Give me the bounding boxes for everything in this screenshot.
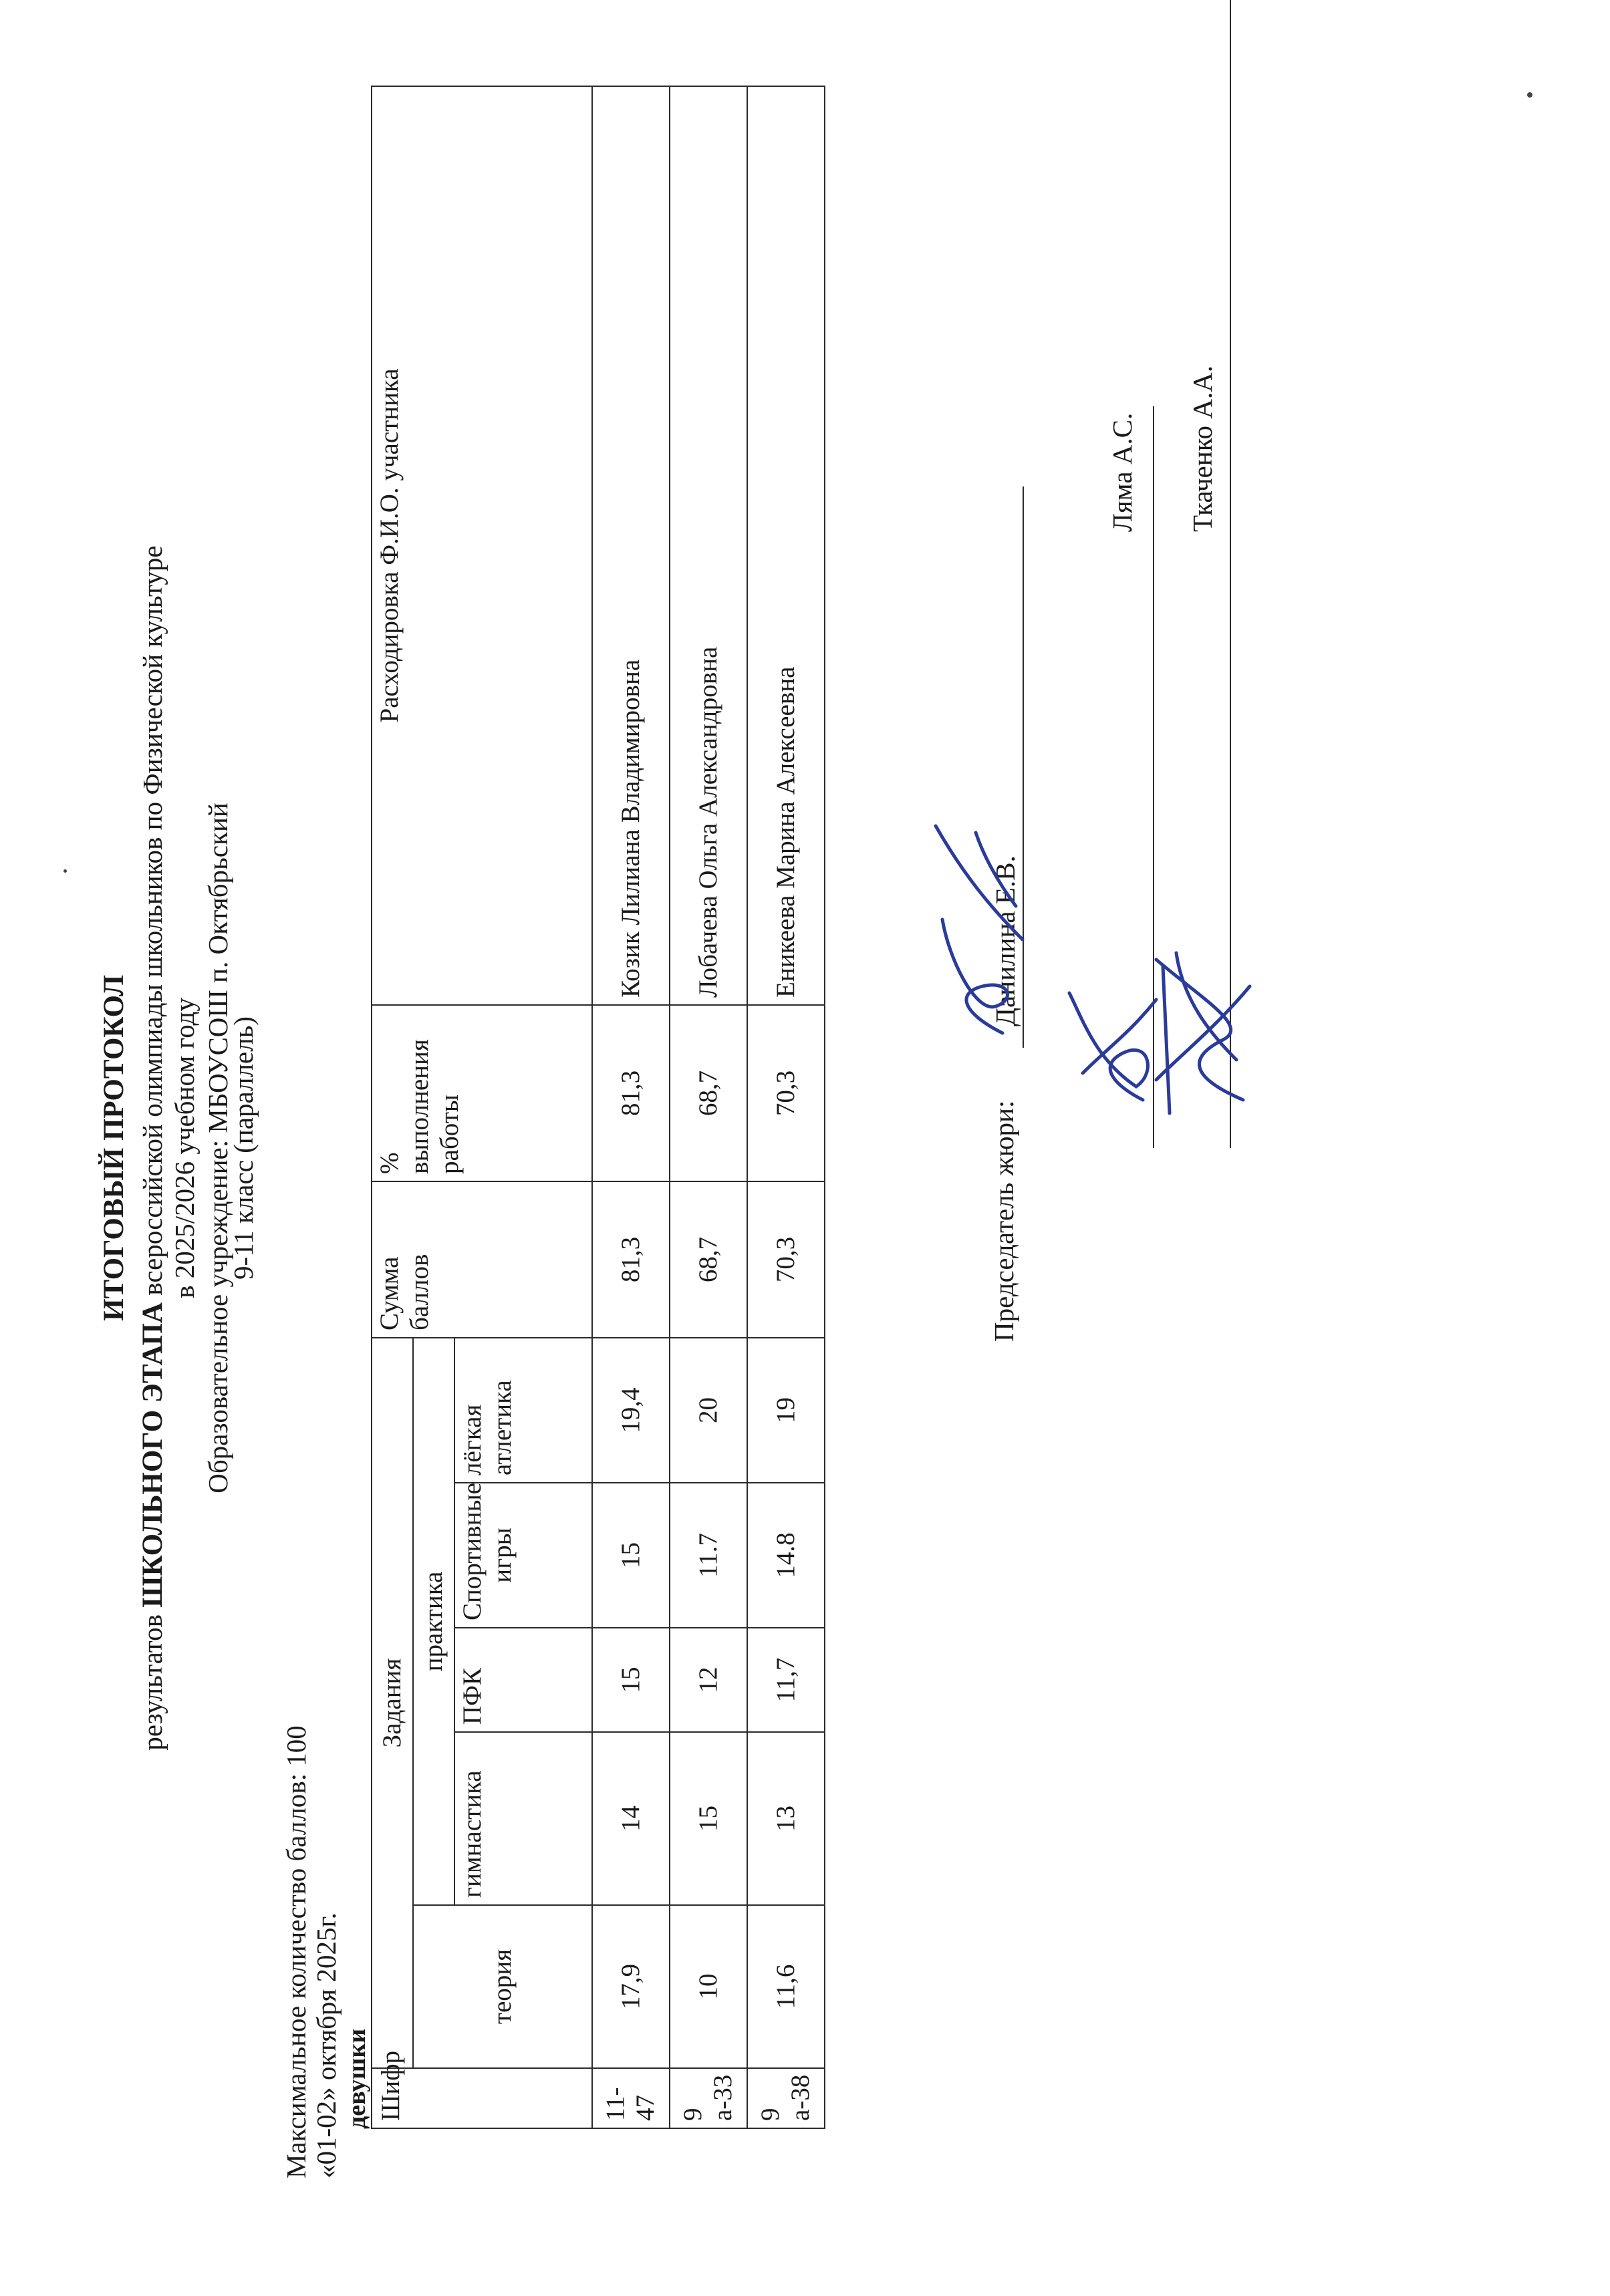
table-row: [670, 86, 747, 2128]
cell-sport-games: 14.8: [747, 1483, 825, 1628]
table-row: [592, 86, 670, 2128]
school-line: Образовательное учреждение: МБОУСОШ п. Октябрьский: [203, 803, 233, 1493]
col-tasks-header: Задания: [372, 1338, 413, 2068]
cell-total: 68,7: [670, 1181, 747, 1338]
olympiad-dates: «01-02» октября 2025г.: [311, 1912, 342, 2178]
jury-member-3: Ткаченко А.А.: [1187, 366, 1218, 532]
cell-athletics: 19,4: [592, 1338, 670, 1483]
cell-pfk: 11,7: [747, 1628, 825, 1732]
cell-percent: 68,7: [670, 1005, 747, 1181]
cell-gymnastics: 15: [670, 1732, 747, 1905]
cell-total: 70,3: [747, 1181, 825, 1338]
cell-cipher: 11-47: [592, 2068, 670, 2128]
col-athletics-header: лёгкая атлетика: [454, 1338, 592, 1483]
col-theory-header: теория: [413, 1905, 592, 2068]
header-row-1: [372, 86, 413, 2128]
scan-speck: [63, 869, 67, 873]
cell-sport-games: 11.7: [670, 1483, 747, 1628]
cell-name: Еникеева Марина Алексеевна: [747, 86, 825, 1005]
col-total-header: Сумма баллов: [372, 1181, 592, 1338]
protocol-title: ИТОГОВЫЙ ПРОТОКОЛ: [98, 975, 130, 1321]
cell-gymnastics: 14: [592, 1732, 670, 1905]
cell-sport-games: 15: [592, 1483, 670, 1628]
col-gymnastics-header: гимнастика: [454, 1732, 592, 1905]
grade-line: 9-11 класс (параллель): [228, 1016, 259, 1280]
signature-3-icon: [1143, 946, 1256, 1120]
cell-percent: 81,3: [592, 1005, 670, 1181]
col-percent-header: % выполнения работы: [372, 1005, 592, 1181]
year-line: в 2025/2026 учебном году: [169, 998, 200, 1298]
cell-athletics: 20: [670, 1338, 747, 1483]
max-points: Максимальное количество баллов: 100: [281, 1725, 311, 2178]
group-label: девушки: [343, 2028, 371, 2129]
cell-theory: 11,6: [747, 1905, 825, 2068]
col-pfk-header: ПФК: [454, 1628, 592, 1732]
col-sport-games-header: Спортивные игры: [454, 1483, 592, 1628]
cell-total: 81,3: [592, 1181, 670, 1338]
cell-gymnastics: 13: [747, 1732, 825, 1905]
protocol-subtitle: [136, 0, 169, 2296]
cell-cipher: 9 а-38: [747, 2068, 825, 2128]
cell-athletics: 19: [747, 1338, 825, 1483]
scan-speck: [1527, 92, 1532, 98]
subtitle-rest: всероссийской олимпиады школьников по Физической культуре: [137, 545, 168, 1296]
col-cipher-header: Шифр: [372, 2068, 592, 2128]
cell-theory: 10: [670, 1905, 747, 2068]
results-table: [371, 86, 825, 2129]
cell-theory: 17,9: [592, 1905, 670, 2068]
subtitle-prefix: результатов: [137, 1614, 168, 1751]
cell-name: Козик Лилиана Владимировна: [592, 86, 670, 1005]
jury-member-1: Данилина Е.В.: [990, 855, 1021, 1026]
cell-pfk: 15: [592, 1628, 670, 1732]
jury-member-2: Ляма А.С.: [1107, 412, 1137, 532]
cell-name: Лобачева Ольга Александровна: [670, 86, 747, 1005]
col-decode-header: Расходировка Ф.И.О. участника: [372, 86, 592, 1005]
signature-1-icon: [922, 819, 1036, 1040]
subtitle-stage: ШКОЛЬНОГО ЭТАПА: [137, 1302, 168, 1608]
col-practice-header: практика: [413, 1338, 454, 1905]
cell-percent: 70,3: [747, 1005, 825, 1181]
jury-chair-label: Председатель жюри:: [988, 1100, 1019, 1342]
cell-cipher: 9 а-33: [670, 2068, 747, 2128]
table-row: [747, 86, 825, 2128]
cell-pfk: 12: [670, 1628, 747, 1732]
